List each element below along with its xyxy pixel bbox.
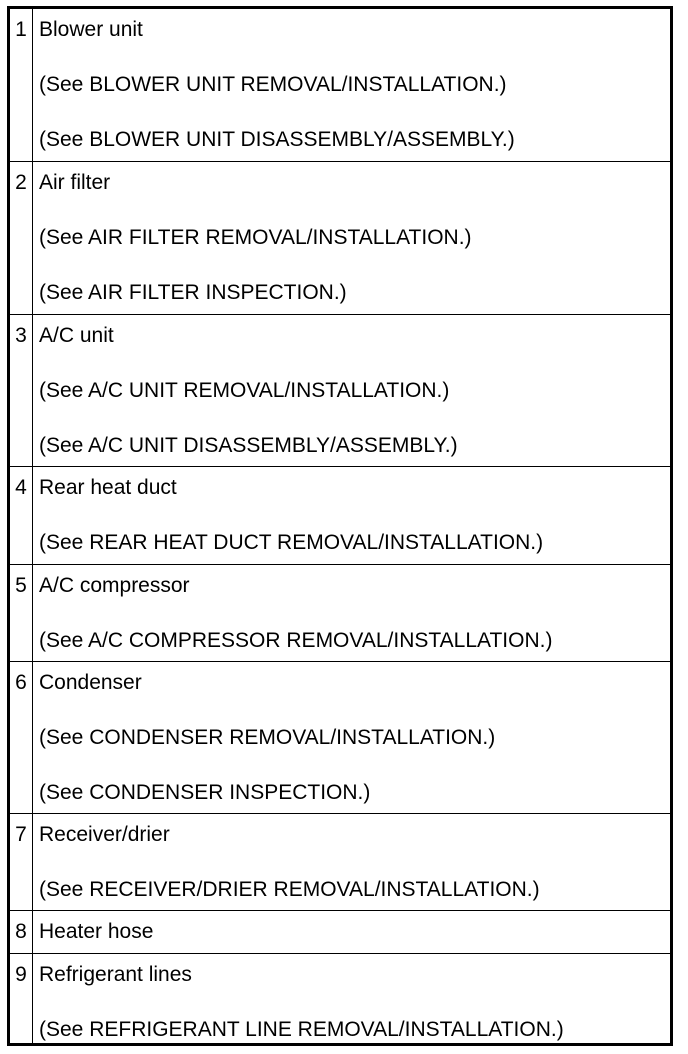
component-title: Condenser	[39, 671, 142, 694]
procedure-link[interactable]: (See AIR FILTER REMOVAL/INSTALLATION.)	[39, 226, 472, 249]
row-content	[33, 954, 670, 1043]
procedure-link[interactable]: (See REFRIGERANT LINE REMOVAL/INSTALLATION.)	[39, 1018, 564, 1041]
procedure-link[interactable]: (See BLOWER UNIT DISASSEMBLY/ASSEMBLY.)	[39, 128, 515, 151]
procedure-link[interactable]: (See BLOWER UNIT REMOVAL/INSTALLATION.)	[39, 73, 507, 96]
row-content	[33, 814, 670, 910]
row-number: 4	[10, 467, 33, 564]
row-content	[33, 9, 670, 161]
component-title: A/C unit	[39, 324, 114, 347]
row-number: 7	[10, 814, 33, 910]
component-table	[7, 6, 673, 1046]
component-title: Rear heat duct	[39, 476, 177, 499]
row-content	[33, 662, 670, 813]
procedure-link[interactable]: (See AIR FILTER INSPECTION.)	[39, 281, 347, 304]
procedure-link[interactable]: (See A/C UNIT DISASSEMBLY/ASSEMBLY.)	[39, 434, 458, 457]
row-content	[33, 911, 670, 953]
procedure-link[interactable]: (See REAR HEAT DUCT REMOVAL/INSTALLATION.)	[39, 531, 544, 554]
table-row-6	[10, 661, 670, 813]
row-content	[33, 162, 670, 314]
row-content	[33, 315, 670, 466]
row-number: 1	[10, 9, 33, 161]
table-row-4	[10, 466, 670, 564]
component-title: Heater hose	[39, 920, 154, 943]
component-title: Receiver/drier	[39, 823, 170, 846]
table-row-3	[10, 314, 670, 466]
table-row-5	[10, 564, 670, 661]
procedure-link[interactable]: (See CONDENSER REMOVAL/INSTALLATION.)	[39, 726, 496, 749]
table-row-1	[10, 9, 670, 161]
table-row-9	[10, 953, 670, 1043]
row-number: 5	[10, 565, 33, 661]
procedure-link[interactable]: (See CONDENSER INSPECTION.)	[39, 781, 371, 804]
row-content	[33, 565, 670, 661]
component-title: Refrigerant lines	[39, 963, 192, 986]
table-row-2	[10, 161, 670, 314]
row-number: 2	[10, 162, 33, 314]
procedure-link[interactable]: (See A/C UNIT REMOVAL/INSTALLATION.)	[39, 379, 450, 402]
row-number: 3	[10, 315, 33, 466]
row-number: 8	[10, 911, 33, 953]
row-content	[33, 467, 670, 564]
table-row-8	[10, 910, 670, 953]
component-title: A/C compressor	[39, 574, 190, 597]
row-number: 9	[10, 954, 33, 1043]
component-title: Blower unit	[39, 18, 143, 41]
procedure-link[interactable]: (See A/C COMPRESSOR REMOVAL/INSTALLATION.)	[39, 629, 553, 652]
component-title: Air filter	[39, 171, 111, 194]
table-row-7	[10, 813, 670, 910]
row-number: 6	[10, 662, 33, 813]
procedure-link[interactable]: (See RECEIVER/DRIER REMOVAL/INSTALLATION.)	[39, 878, 540, 901]
